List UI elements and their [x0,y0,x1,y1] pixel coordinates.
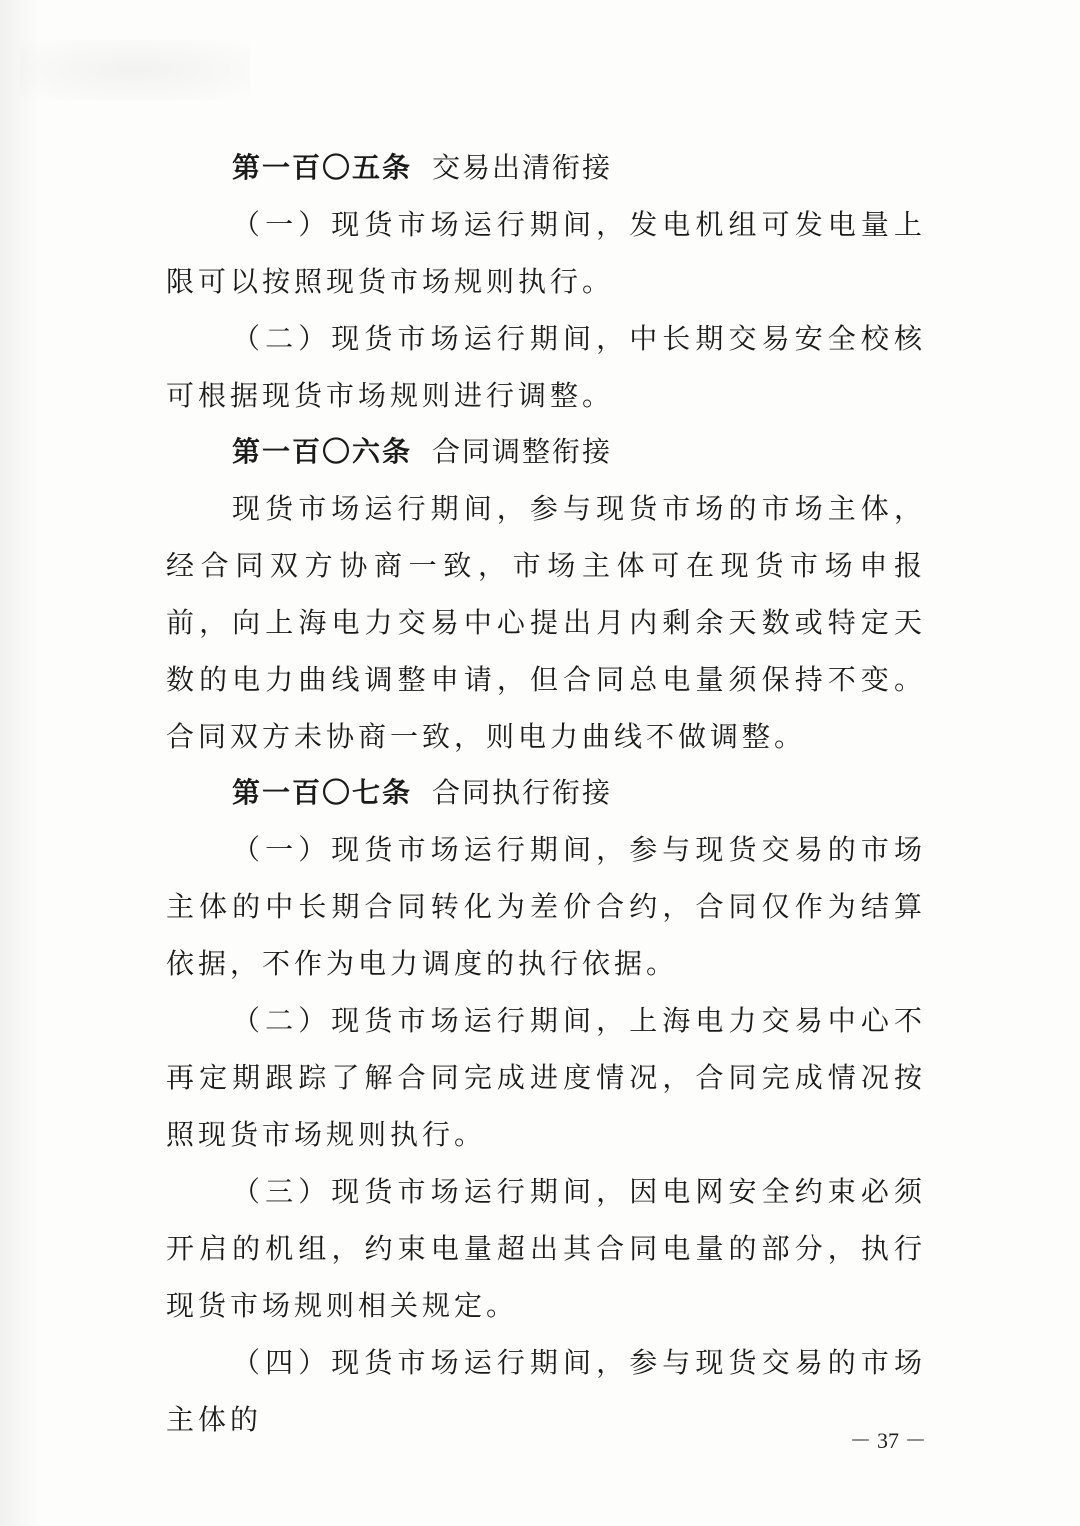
article-heading-107 [166,765,926,821]
paragraph: （二）现货市场运行期间，上海电力交易中心不再定期跟踪了解合同完成进度情况，合同完成情况按照现货市场规则执行。 [166,1004,926,1151]
article-title: 合同调整衔接 [432,435,613,468]
article-number: 第一百〇七条 [232,776,413,809]
paragraph: 现货市场运行期间，参与现货市场的市场主体，经合同双方协商一致，市场主体可在现货市场申报前，向上海电力交易中心提出月内剩余天数或特定天数的电力曲线调整申请，但合同总电量须保持不变。合同双方未协商一致，则电力曲线不做调整。 [166,492,926,753]
document-body [166,140,926,1448]
paragraph: （一）现货市场运行期间，发电机组可发电量上限可以按照现货市场规则执行。 [166,208,926,298]
paragraph: （三）现货市场运行期间，因电网安全约束必须开启的机组，约束电量超出其合同电量的部分，执行现货市场规则相关规定。 [166,1175,926,1322]
scan-shadow-edge [0,0,40,1526]
page-number: － 37 － [849,1428,927,1453]
article-heading-106 [166,424,926,480]
article-number: 第一百〇六条 [232,435,413,468]
article-heading-105 [166,140,926,196]
paragraph: （四）现货市场运行期间，参与现货交易的市场主体的 [166,1346,926,1436]
article-number: 第一百〇五条 [232,151,413,184]
paragraph: （一）现货市场运行期间，参与现货交易的市场主体的中长期合同转化为差价合约，合同仅作为结算依据，不作为电力调度的执行依据。 [166,833,926,980]
paragraph: （二）现货市场运行期间，中长期交易安全校核可根据现货市场规则进行调整。 [166,322,926,412]
article-title: 交易出清衔接 [432,151,613,184]
scan-smudge [20,40,250,100]
article-title: 合同执行衔接 [432,776,613,809]
